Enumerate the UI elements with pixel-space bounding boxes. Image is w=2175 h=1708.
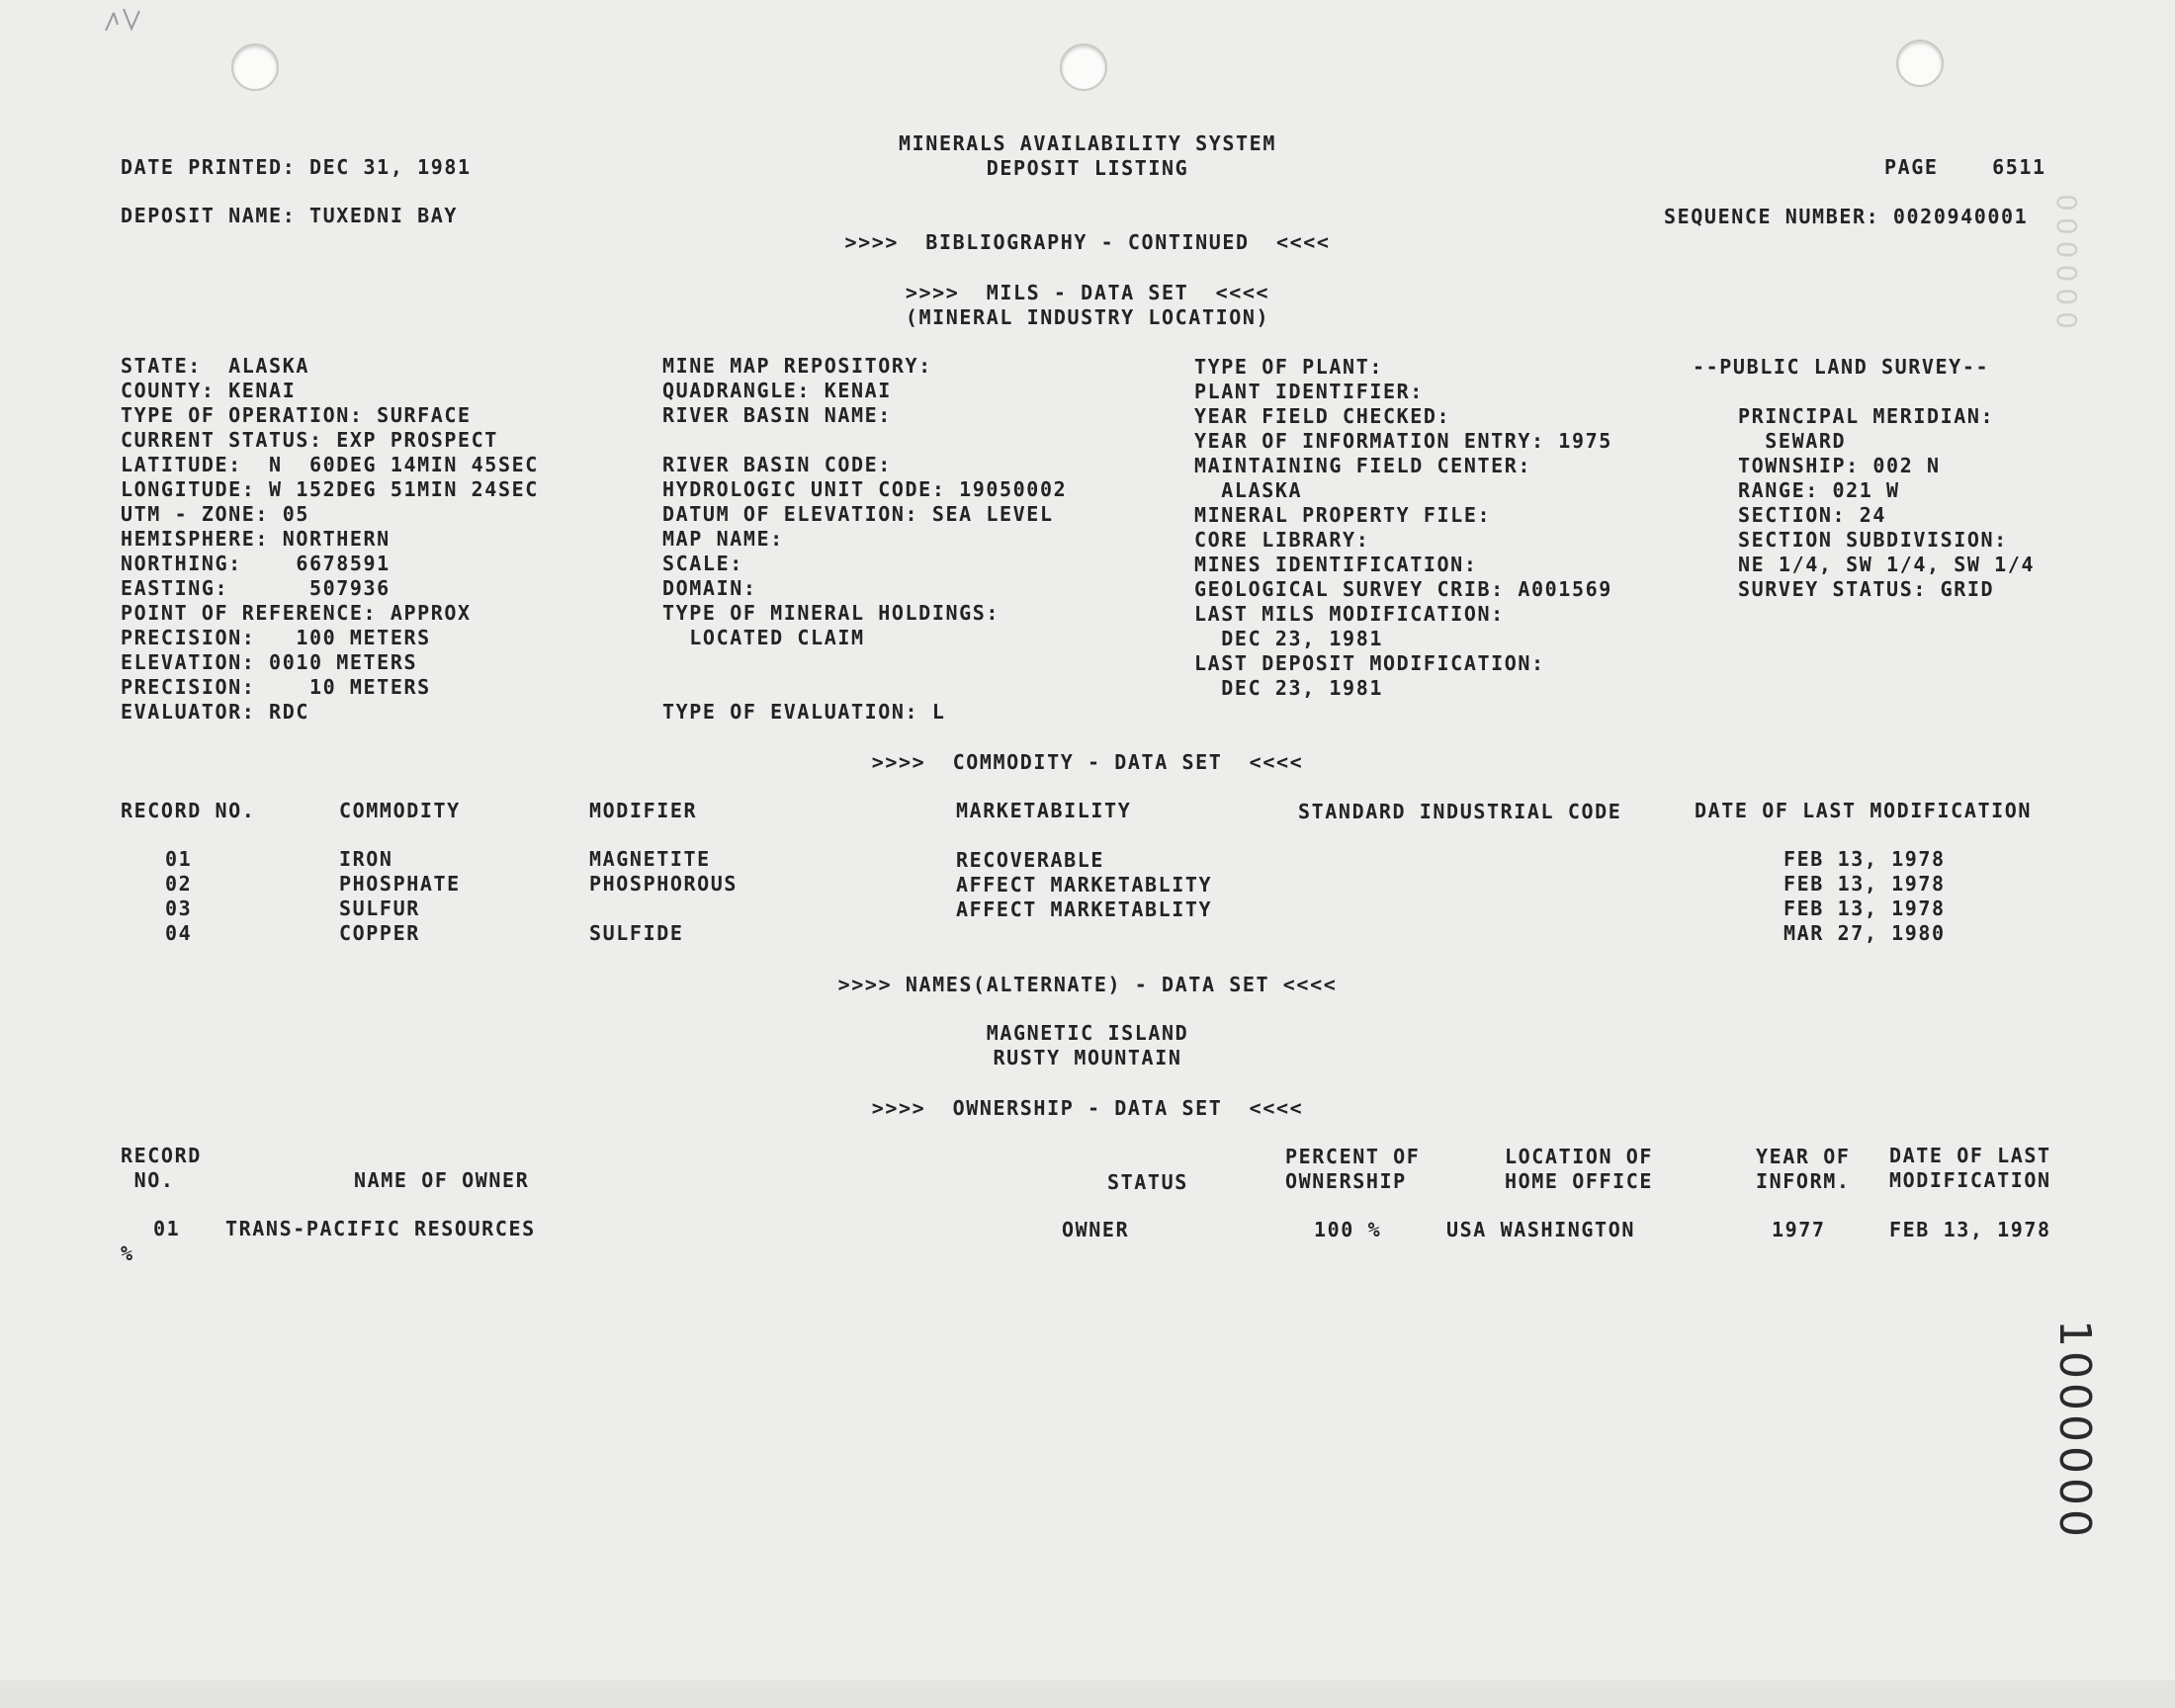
end-of-record-mark: % [121,1241,134,1265]
column-header: COMMODITY [339,799,461,822]
record-no: 01 [153,1217,181,1240]
last-modified-date: FEB 13, 1978 [1784,897,1946,920]
year-of-information: 1977 [1772,1218,1826,1241]
ownership-percent: 100 % [1314,1218,1382,1241]
mils-field: CURRENT STATUS: EXP PROSPECT [121,428,498,452]
alternate-name: MAGNETIC ISLAND [986,1021,1189,1045]
column-header: NAME OF OWNER [354,1168,530,1192]
column-header: OWNERSHIP [1285,1169,1407,1193]
punch-hole-center [1060,43,1107,91]
commodity-name: COPPER [339,921,420,945]
owner-name: TRANS-PACIFIC RESOURCES [225,1217,536,1240]
mils-field: ALASKA [1194,478,1303,502]
bibliography-heading: >>>> BIBLIOGRAPHY - CONTINUED <<<< [844,230,1331,254]
mils-field: QUADRANGLE: KENAI [662,379,892,402]
column-header: MODIFICATION [1889,1168,2051,1192]
record-no: 04 [165,921,193,945]
mils-field: MINES IDENTIFICATION: [1194,553,1478,576]
mils-field: LONGITUDE: W 152DEG 51MIN 24SEC [121,477,539,501]
survey-field: SEWARD [1738,429,1847,453]
column-header: HOME OFFICE [1505,1169,1654,1193]
mils-field: NORTHING: 6678591 [121,552,391,575]
column-header: STATUS [1107,1170,1188,1194]
mils-field: POINT OF REFERENCE: APPROX [121,601,472,625]
column-header: RECORD [121,1144,202,1167]
deposit-name: DEPOSIT NAME: TUXEDNI BAY [121,204,459,227]
owner-status: OWNER [1062,1218,1130,1241]
mils-field: MINE MAP REPOSITORY: [662,354,932,378]
listing-title: DEPOSIT LISTING [986,156,1189,180]
mils-field: LOCATED CLAIM [662,626,865,649]
mils-field: HYDROLOGIC UNIT CODE: 19050002 [662,477,1068,501]
last-modified-date: MAR 27, 1980 [1784,921,1946,945]
mils-field: LATITUDE: N 60DEG 14MIN 45SEC [121,453,539,476]
column-header: NO. [121,1168,175,1192]
mils-field: DEC 23, 1981 [1194,676,1383,700]
mils-field: CORE LIBRARY: [1194,528,1370,552]
mils-field: YEAR FIELD CHECKED: [1194,404,1451,428]
scan-margin [0,1680,2175,1708]
ownership-heading: >>>> OWNERSHIP - DATA SET <<<< [871,1096,1304,1120]
marketability: AFFECT MARKETABLITY [956,873,1213,897]
mils-field: ELEVATION: 0010 METERS [121,650,418,674]
survey-field: SURVEY STATUS: GRID [1738,577,1995,601]
sequence-number: SEQUENCE NUMBER: 0020940001 [1664,205,2029,228]
mils-subheading: (MINERAL INDUSTRY LOCATION) [905,305,1270,329]
mils-field: COUNTY: KENAI [121,379,297,402]
punch-hole-left [231,43,279,91]
public-land-survey-heading: --PUBLIC LAND SURVEY-- [1693,355,1990,379]
mils-field: DEC 23, 1981 [1194,627,1383,650]
mils-field: PRECISION: 10 METERS [121,675,431,699]
mils-field: DATUM OF ELEVATION: SEA LEVEL [662,502,1054,526]
survey-field: NE 1/4, SW 1/4, SW 1/4 [1738,553,2036,576]
mils-field: PRECISION: 100 METERS [121,626,431,649]
modifier: SULFIDE [589,921,684,945]
mils-field: MAINTAINING FIELD CENTER: [1194,454,1532,477]
column-header: DATE OF LAST MODIFICATION [1695,799,2033,822]
system-title: MINERALS AVAILABILITY SYSTEM [899,131,1276,155]
commodity-name: IRON [339,847,393,871]
alternate-name: RUSTY MOUNTAIN [993,1046,1182,1069]
mils-field: TYPE OF EVALUATION: L [662,700,946,724]
mils-field: EVALUATOR: RDC [121,700,309,724]
record-no: 03 [165,897,193,920]
sequence-stamp-text: 1000000 [2049,1320,2100,1541]
sequence-stamp [2049,1320,2100,1616]
mils-field: UTM - ZONE: 05 [121,502,309,526]
mils-field: STATE: ALASKA [121,354,309,378]
modifier: MAGNETITE [589,847,711,871]
mils-field: PLANT IDENTIFIER: [1194,380,1424,403]
last-modified-date: FEB 13, 1978 [1784,872,1946,896]
mils-field: TYPE OF MINERAL HOLDINGS: [662,601,1000,625]
mils-field: LAST MILS MODIFICATION: [1194,602,1505,626]
mils-field: HEMISPHERE: NORTHERN [121,527,391,551]
column-header: LOCATION OF [1505,1145,1654,1168]
column-header: PERCENT OF [1285,1145,1421,1168]
marketability: RECOVERABLE [956,848,1105,872]
names-heading: >>>> NAMES(ALTERNATE) - DATA SET <<<< [837,973,1338,996]
mils-field: LAST DEPOSIT MODIFICATION: [1194,651,1545,675]
faint-sequence-stamp [2050,194,2088,391]
page-number: PAGE 6511 [1884,155,2046,179]
last-modified-date: FEB 13, 1978 [1784,847,1946,871]
mils-field: GEOLOGICAL SURVEY CRIB: A001569 [1194,577,1612,601]
column-header: YEAR OF [1756,1145,1851,1168]
mils-field: TYPE OF OPERATION: SURFACE [121,403,472,427]
column-header: INFORM. [1756,1169,1851,1193]
mils-field: RIVER BASIN CODE: [662,453,892,476]
mils-field: EASTING: 507936 [121,576,391,600]
modifier: PHOSPHOROUS [589,872,739,896]
last-modified-date: FEB 13, 1978 [1889,1218,2051,1241]
survey-field: PRINCIPAL MERIDIAN: [1738,404,1995,428]
mils-field: SCALE: [662,552,743,575]
survey-field: SECTION SUBDIVISION: [1738,528,2008,552]
commodity-heading: >>>> COMMODITY - DATA SET <<<< [871,750,1304,774]
mils-field: YEAR OF INFORMATION ENTRY: 1975 [1194,429,1612,453]
faint-stamp-text: 000000 [2050,194,2083,335]
commodity-name: SULFUR [339,897,420,920]
mils-field: DOMAIN: [662,576,757,600]
punch-hole-right [1896,40,1944,87]
survey-field: SECTION: 24 [1738,503,1887,527]
survey-field: RANGE: 021 W [1738,478,1900,502]
mils-field: MINERAL PROPERTY FILE: [1194,503,1492,527]
column-header: STANDARD INDUSTRIAL CODE [1298,800,1622,823]
mils-heading: >>>> MILS - DATA SET <<<< [905,281,1270,304]
survey-field: TOWNSHIP: 002 N [1738,454,1941,477]
column-header: MARKETABILITY [956,799,1132,822]
record-no: 02 [165,872,193,896]
date-printed: DATE PRINTED: DEC 31, 1981 [121,155,472,179]
column-header: DATE OF LAST [1889,1144,2051,1167]
marketability: AFFECT MARKETABLITY [956,897,1213,921]
column-header: MODIFIER [589,799,698,822]
home-office-location: USA WASHINGTON [1446,1218,1635,1241]
commodity-name: PHOSPHATE [339,872,461,896]
column-header: RECORD NO. [121,799,256,822]
pencil-mark [104,5,149,35]
mils-field: MAP NAME: [662,527,784,551]
mils-field: RIVER BASIN NAME: [662,403,892,427]
mils-field: TYPE OF PLANT: [1194,355,1383,379]
record-no: 01 [165,847,193,871]
